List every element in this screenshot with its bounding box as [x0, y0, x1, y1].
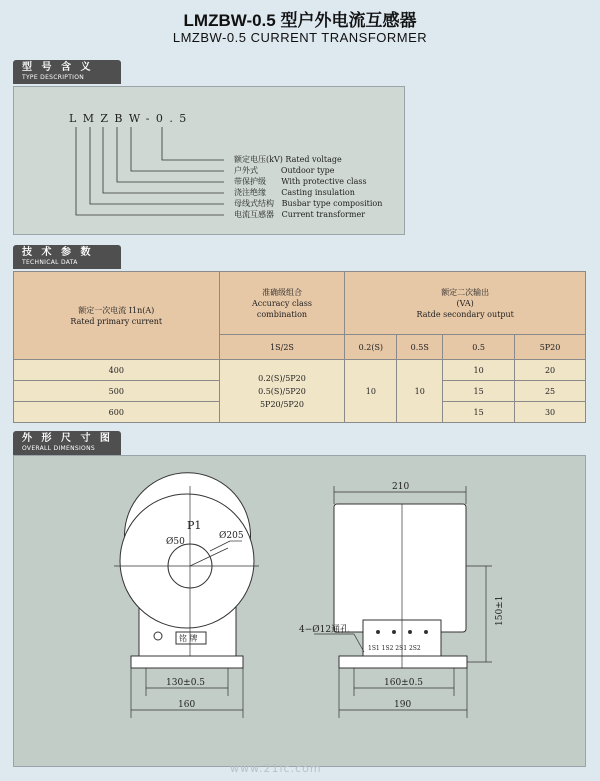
cell-output-05: 15	[443, 381, 515, 402]
label-terminals: 1S1 1S2 2S1 2S2	[368, 645, 421, 652]
cell-current: 400	[14, 360, 220, 381]
type-description-panel	[13, 86, 405, 235]
desc-item-ct: 电流互感器 Current transformer	[234, 210, 366, 219]
section-tab-type-description	[13, 60, 121, 84]
section-tab-technical-data	[13, 245, 121, 269]
section-title-en: OVERALL DIMENSIONS	[22, 445, 95, 452]
desc-item-busbar: 母线式结构 Busbar type composition	[234, 199, 383, 208]
table-row	[14, 360, 586, 381]
dimensions-panel	[13, 455, 586, 767]
label-side-base: 190	[394, 700, 412, 710]
model-designation: LMZBW-0.5	[69, 112, 193, 125]
section-title-en: TECHNICAL DATA	[22, 259, 78, 266]
subheader-1s2s: 1S/2S	[219, 335, 345, 360]
desc-item-voltage: 额定电压(kV) Rated voltage	[234, 155, 342, 164]
page-title: LMZBW-0.5 型户外电流互感器	[183, 11, 417, 30]
label-front-base: 160	[178, 700, 196, 710]
desc-item-protective: 带保护级 With protective class	[234, 177, 367, 186]
label-front-mount: 130±0.5	[166, 678, 206, 688]
cell-output-05s: 10	[397, 360, 443, 423]
label-side-width: 210	[392, 482, 410, 492]
cell-output-5p20: 25	[515, 381, 586, 402]
watermark: www.21ic.com	[230, 762, 322, 775]
label-side-mount: 160±0.5	[384, 678, 424, 688]
section-title-cn: 技 术 参 数	[22, 247, 94, 258]
cell-output-02s: 10	[345, 360, 397, 423]
subheader-5p20: 5P20	[515, 335, 586, 360]
header-accuracy-class: 准确级组合 Accuracy class combination	[219, 272, 345, 335]
desc-item-outdoor: 户外式 Outdoor type	[234, 166, 335, 175]
cell-output-5p20: 20	[515, 360, 586, 381]
section-title-cn: 型 号 含 义	[22, 62, 94, 73]
cell-output-05: 10	[443, 360, 515, 381]
cell-output-05: 15	[443, 402, 515, 423]
cell-current: 500	[14, 381, 220, 402]
section-title-cn: 外 形 尺 寸 图	[22, 433, 113, 444]
section-title-en: TYPE DESCRIPTION	[22, 74, 85, 81]
side-view-body	[334, 504, 466, 632]
label-side-height: 150±1	[495, 595, 505, 626]
page-subtitle: LMZBW-0.5 CURRENT TRANSFORMER	[172, 30, 428, 45]
dimension-drawings	[14, 456, 587, 768]
desc-item-casting: 浇注绝缘 Casting insulation	[234, 188, 355, 197]
front-view-base	[131, 656, 243, 668]
subheader-02s: 0.2(S)	[345, 335, 397, 360]
cell-output-5p20: 30	[515, 402, 586, 423]
label-holes: 4−Ø12通孔	[299, 625, 350, 635]
label-outer-diameter: Ø205	[219, 531, 244, 541]
header-rated-primary-current: 额定一次电流 I1n(A) Rated primary current	[14, 272, 220, 360]
earth-terminal-icon	[154, 632, 162, 640]
label-inner-diameter: Ø50	[166, 537, 185, 547]
label-p1: P1	[187, 519, 202, 532]
header-secondary-output: 额定二次输出 (VA) Ratde secondary output	[345, 272, 586, 335]
subheader-05: 0.5	[443, 335, 515, 360]
section-tab-overall-dimensions	[13, 431, 121, 455]
cell-accuracy-combos: 0.2(S)/5P20 0.5(S)/5P20 5P20/5P20	[219, 360, 345, 423]
side-view-base	[339, 656, 467, 668]
subheader-05s: 0.5S	[397, 335, 443, 360]
label-nameplate: 铭 牌	[179, 634, 198, 643]
cell-current: 600	[14, 402, 220, 423]
technical-data-table	[13, 271, 586, 423]
